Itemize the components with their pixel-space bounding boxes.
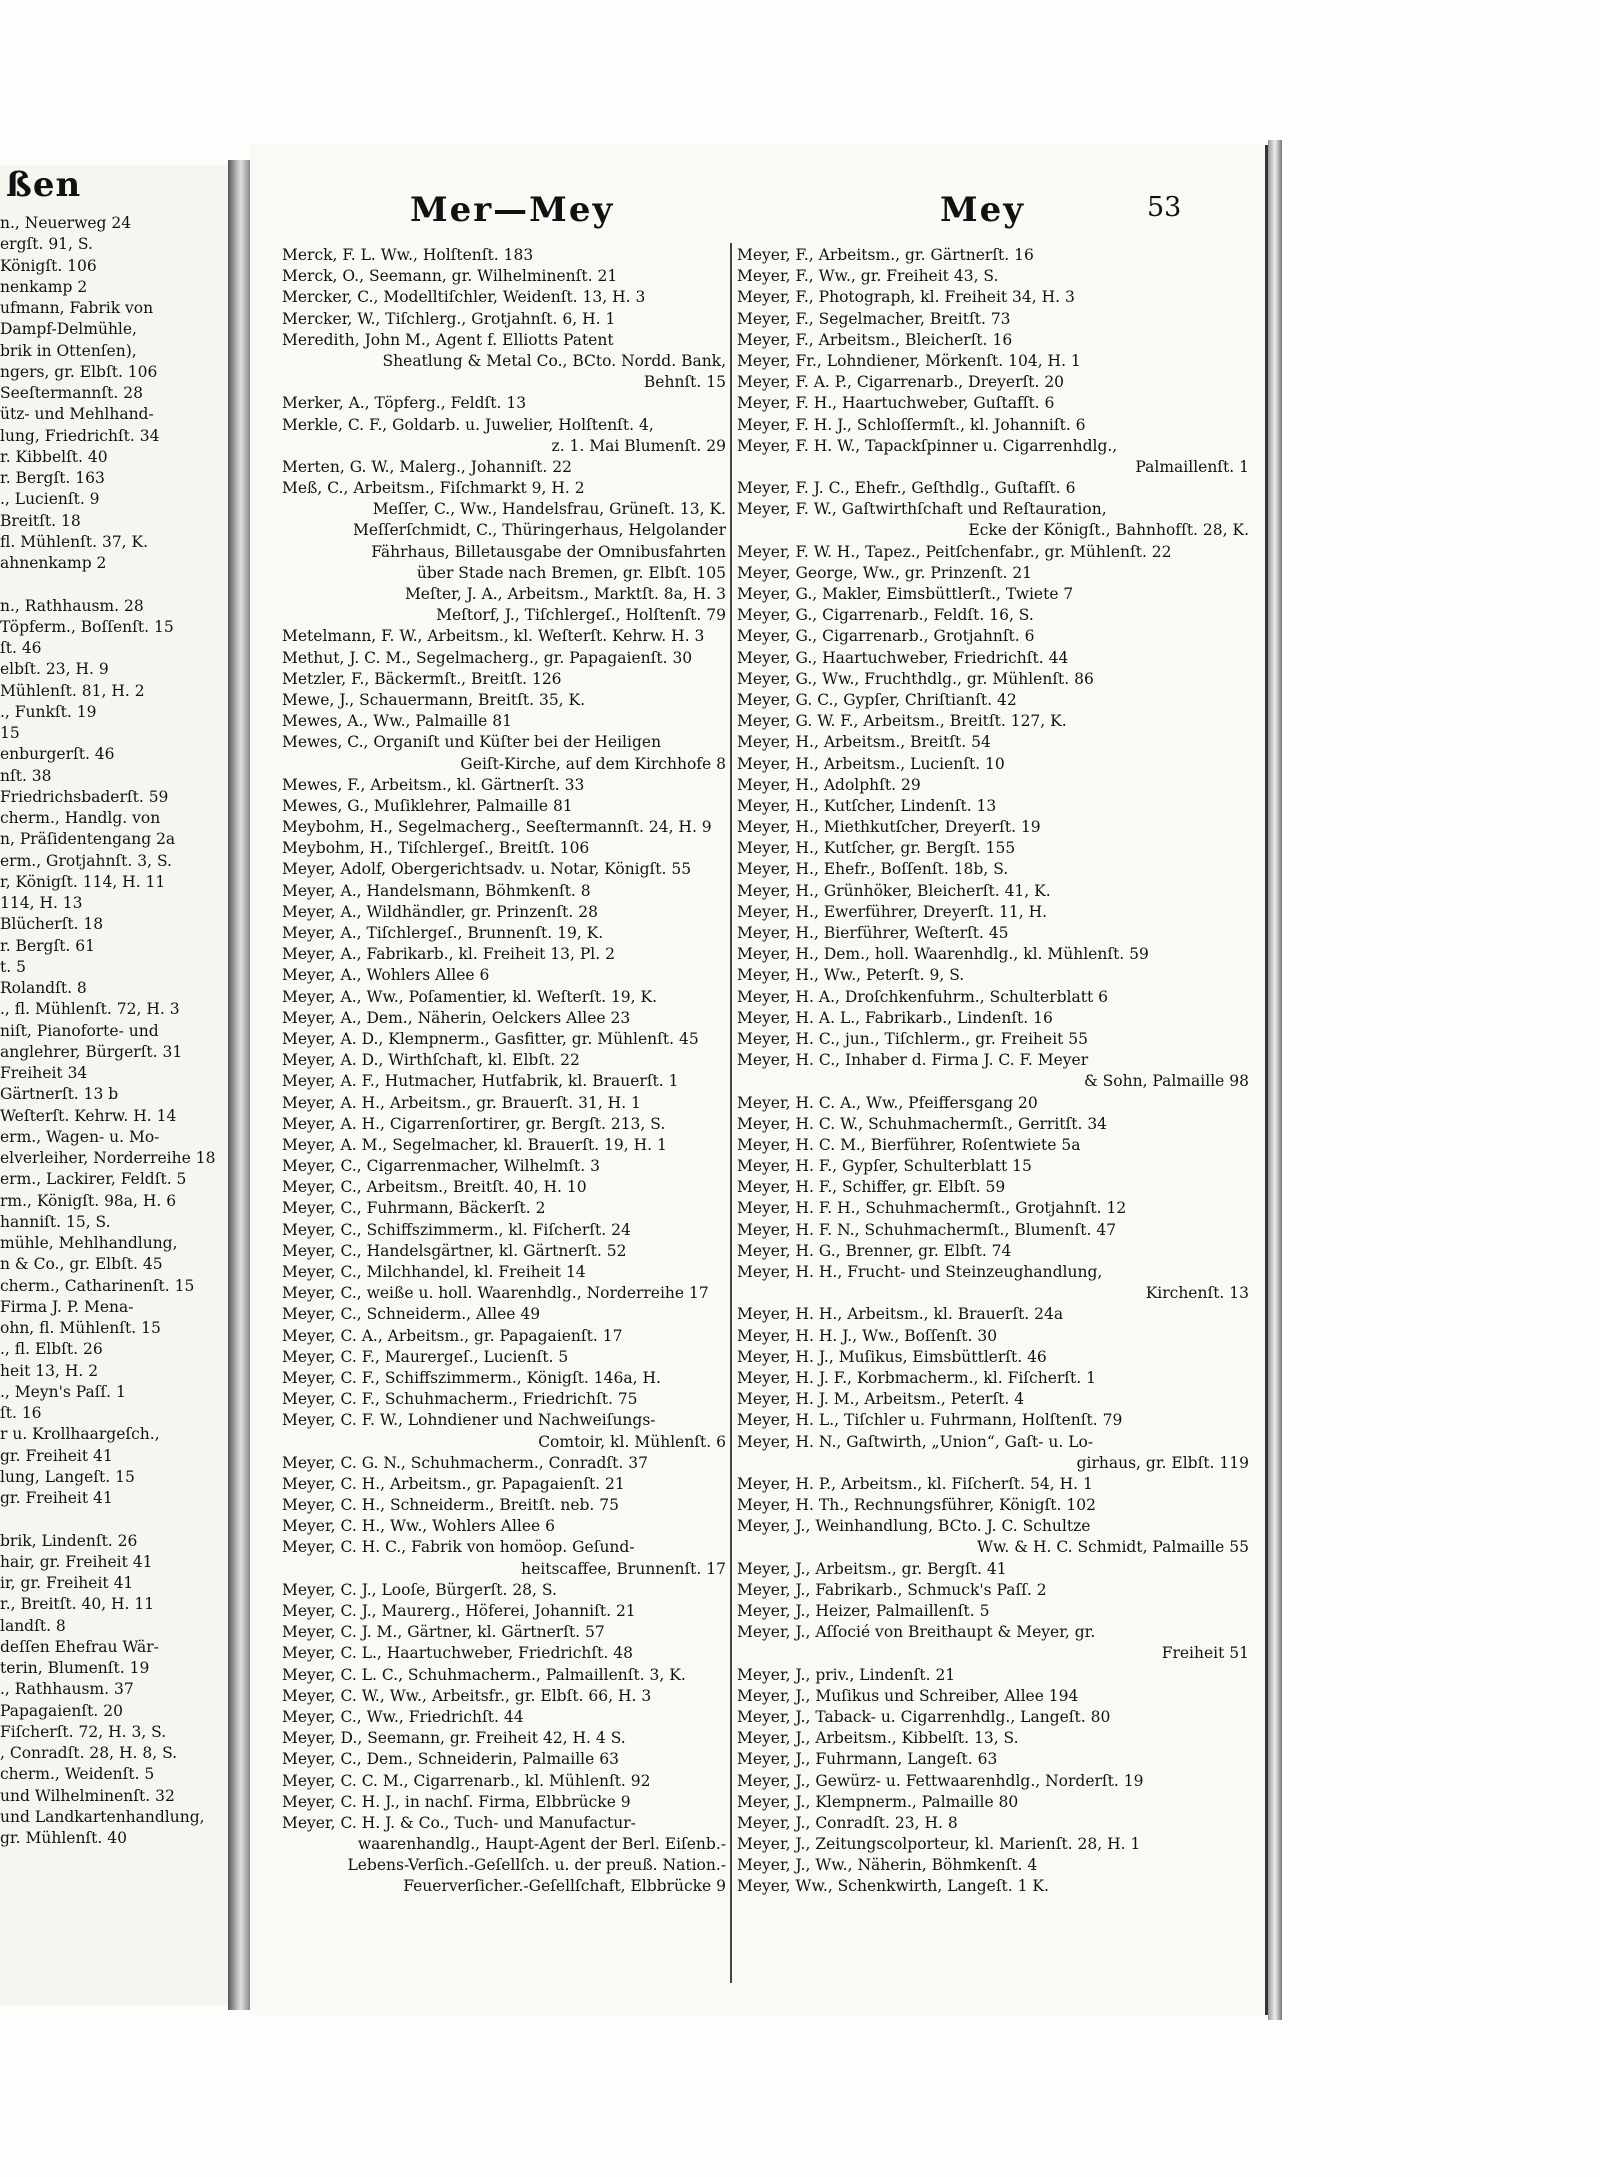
directory-entry-line: r, Königſt. 114, H. 11 [0,872,166,891]
page-number: 53 [1147,192,1182,223]
directory-entry-line: Meyer, H., Bierführer, Weſterſt. 45 [737,924,1009,942]
directory-entry-line: Ecke der Königſt., Bahnhofſt. 28, K. [968,521,1249,540]
directory-entry-line [0,574,225,595]
directory-entry-line: Meyer, C., Schiffszimmerm., kl. Fiſcherſt. 24 [282,1220,631,1239]
directory-entry-line: Meyer, A., Fabrikarb., kl. Freiheit 13, Pl. 2 [282,945,615,964]
directory-entry-line: cherm., Weidenſt. 5 [0,1765,155,1784]
directory-entry-line: Meyer, C. A., Arbeitsm., gr. Papagaienſt. 17 [282,1326,623,1345]
directory-entry-line: Meyer, A., Handelsmann, Böhmkenſt. 8 [282,881,591,900]
directory-entry-line: ., Meyn's Paſſ. 1 [0,1382,126,1401]
directory-entry-line: Meyer, A., Wohlers Allee 6 [282,966,490,985]
directory-entry-line: ., fl. Mühlenſt. 72, H. 3 [0,1000,180,1019]
directory-entry-line: ütz- und Mehlhand- [0,405,154,424]
directory-entry-line: n, Präſidentengang 2a [0,830,176,849]
directory-entry-line: Weſterſt. Kehrw. H. 14 [0,1106,177,1125]
directory-entry-line: Meyer, J., Conradſt. 23, H. 8 [737,1813,958,1832]
directory-entry-line: Fiſcherſt. 72, H. 3, S. [0,1722,167,1741]
directory-entry-line: Lebens-Verſich.-Geſellſch. u. der preuß. Nation.- [347,1856,726,1875]
directory-entry-line: Mewe, J., Schauermann, Breitſt. 35, K. [282,690,586,709]
directory-entry-line: heitscaffee, Brunnenſt. 17 [521,1559,726,1578]
directory-entry-line: Meyer, Adolf, Obergerichtsadv. u. Notar, Königſt. 55 [282,860,692,879]
directory-entry-line: Meyer, G., Cigarrenarb., Grotjahnſt. 6 [737,627,1035,646]
directory-entry-line: Meyer, J., priv., Lindenſt. 21 [737,1665,956,1684]
directory-entry-line: Meyer, A. D., Klempnerm., Gasfitter, gr. Mühlenſt. 45 [282,1029,699,1048]
directory-entry-line: Meyer, C., Milchhandel, kl. Freiheit 14 [282,1263,586,1281]
directory-entry-line: Methut, J. C. M., Segelmacherg., gr. Papagaienſt. 30 [282,648,693,667]
directory-entry-line: über Stade nach Bremen, gr. Elbſt. 105 [416,563,726,582]
directory-entry-line: nenkamp 2 [0,277,88,296]
directory-entry-line: Merker, A., Töpferg., Feldſt. 13 [282,394,527,413]
directory-entry-line: waarenhandlg., Haupt-Agent der Berl. Eiſenb.- [357,1835,726,1854]
directory-entry-line: lung, Langeſt. 15 [0,1467,135,1486]
directory-entry-line: Meyer, C. J., Maurerg., Höferei, Johanniſt. 21 [282,1602,636,1620]
directory-entry-line: Meredith, John M., Agent f. Elliotts Patent [282,330,614,349]
directory-entry-line: Metzler, F., Bäckermſt., Breitſt. 126 [282,669,562,688]
directory-entry-line: 114, H. 13 [0,894,83,912]
directory-entry-line: ſt. 16 [0,1404,42,1422]
directory-entry-line: r., Breitſt. 40, H. 11 [0,1595,155,1614]
directory-entry-line: Töpferm., Boſſenſt. 15 [0,617,174,636]
directory-entry-line: Meyer, C. L. C., Schuhmacherm., Palmaillenſt. 3, K. [282,1665,686,1684]
directory-column-left [282,245,734,1898]
directory-entry-line: Mewes, C., Organiſt und Küſter bei der Heiligen [282,733,662,752]
directory-entry-line: Meyer, H., Grünhöker, Bleicherſt. 41, K. [737,881,1051,900]
directory-entry-line: Meyer, F., Arbeitsm., gr. Gärtnerſt. 16 [737,246,1034,264]
directory-entry-line: und Landkartenhandlung, [0,1807,205,1826]
directory-entry-line: Meyer, A. M., Segelmacher, kl. Brauerſt. 19, H. 1 [282,1135,667,1154]
directory-entry-line: Meyer, J., Klempnerm., Palmaille 80 [737,1792,1019,1811]
directory-entry-line: Meyer, F. H., Haartuchweber, Guſtafſt. 6 [737,394,1055,413]
directory-entry-line: Breitſt. 18 [0,511,81,530]
directory-entry-line: Kirchenſt. 13 [1145,1284,1249,1303]
directory-entry-line: Meyer, F. A. P., Cigarrenarb., Dreyerſt. 20 [737,373,1065,392]
directory-entry-line: ir, gr. Freiheit 41 [0,1574,134,1592]
directory-entry-line: Meyer, F., Ww., gr. Freiheit 43, S. [737,267,999,286]
directory-entry-line: cherm., Handlg. von [0,809,161,827]
directory-entry-line: Mühlenſt. 81, H. 2 [0,681,145,700]
directory-entry-line: deſſen Ehefrau Wär- [0,1637,159,1656]
directory-entry-line: Meyer, A., Wildhändler, gr. Prinzenſt. 28 [282,902,598,921]
directory-entry-line: ohn, fl. Mühlenſt. 15 [0,1319,161,1337]
directory-entry-line: Meyer, C. F., Schiffszimmerm., Königſt. 146a, H. [282,1368,661,1387]
directory-entry-line: cherm., Catharinenſt. 15 [0,1276,195,1295]
directory-entry-line: Freiheit 51 [1161,1644,1249,1663]
directory-entry-line: Meyer, C. H. C., Fabrik von homöop. Geſund- [282,1538,635,1557]
directory-entry-line: Gärtnerſt. 13 b [0,1085,119,1104]
directory-entry-line: Meyer, C. H. J. & Co., Tuch- und Manufactur- [282,1813,636,1832]
directory-entry-line: Mewes, A., Ww., Palmaille 81 [282,712,512,731]
directory-entry-line: Fährhaus, Billetausgabe der Omnibusfahrten [371,542,726,561]
directory-entry-line: Meyer, C. H., Schneiderm., Breitſt. neb. 75 [282,1496,620,1515]
right-page [250,145,1269,2015]
directory-entry-line: Meyer, C. H. J., in nachſ. Firma, Elbbrücke 9 [282,1792,631,1811]
directory-entry-line: Meyer, H. F., Schiffer, gr. Elbſt. 59 [737,1178,1006,1197]
directory-entry-line: Blücherſt. 18 [0,915,104,934]
directory-entry-line: Meſſer, C., Ww., Handelsfrau, Grüneſt. 13, K. [372,500,726,519]
directory-entry-line: Meſter, J. A., Arbeitsm., Marktſt. 8a, H. 3 [404,585,726,603]
directory-entry-line: r. Bergſt. 163 [0,469,105,487]
directory-entry-line: Meyer, C. G. N., Schuhmacherm., Conradſt. 37 [282,1453,648,1472]
directory-entry-line: girhaus, gr. Elbſt. 119 [1076,1453,1249,1472]
directory-entry-line: Meyer, H. P., Arbeitsm., kl. Fiſcherſt. 54, H. 1 [737,1474,1093,1493]
directory-entry-line: Meyer, H., Miethkutſcher, Dreyerſt. 19 [737,818,1041,837]
directory-entry-line: Meyer, F., Segelmacher, Breitſt. 73 [737,309,1011,328]
directory-entry-line: Meyer, H. C. M., Bierführer, Roſentwiete 5a [737,1135,1081,1154]
directory-entry-line: Meyer, J., Zeitungscolporteur, kl. Marienſt. 28, H. 1 [737,1835,1141,1854]
left-page-column [0,213,225,1849]
directory-entry-line: Behnſt. 15 [643,373,726,392]
directory-entry-line: Meyer, F. H. W., Tapackſpinner u. Cigarrenhdlg., [737,436,1118,455]
page-edge [1268,140,1282,2020]
directory-entry-line: Meyer, H., Ewerführer, Dreyerſt. 11, H. [737,902,1048,921]
directory-entry-line: & Sohn, Palmaille 98 [1083,1072,1249,1091]
directory-entry-line: Meyer, H. Th., Rechnungsführer, Königſt. 102 [737,1496,1096,1515]
directory-entry-line: Geiſt-Kirche, auf dem Kirchhofe 8 [460,754,726,773]
directory-entry-line: Meyer, J., Arbeitsm., gr. Bergſt. 41 [737,1559,1007,1578]
directory-entry-line: Meyer, C. J. M., Gärtner, kl. Gärtnerſt. 57 [282,1623,605,1642]
directory-entry-line: landſt. 8 [0,1616,66,1635]
directory-entry-line: n., Neuerweg 24 [0,214,132,232]
directory-entry-line: Meyer, C. F., Schuhmacherm., Friedrichſt. 75 [282,1390,638,1409]
directory-entry-line: Meyer, H. J., Muſikus, Eimsbüttlerſt. 46 [737,1347,1047,1366]
directory-entry-line: Meyer, A. D., Wirthſchaft, kl. Elbſt. 22 [282,1051,580,1070]
directory-entry-line: Mewes, F., Arbeitsm., kl. Gärtnerſt. 33 [282,775,585,794]
directory-entry-line: ngers, gr. Elbſt. 106 [0,362,158,381]
directory-entry-line: Meyer, C. F. W., Lohndiener und Nachweiſungs- [282,1411,656,1430]
directory-entry-line: gr. Mühlenſt. 40 [0,1829,127,1847]
directory-entry-line: Meyer, H., Ehefr., Boſſenſt. 18b, S. [737,860,1009,879]
directory-entry-line: ., fl. Elbſt. 26 [0,1340,103,1359]
directory-entry-line: Meyer, H. J. M., Arbeitsm., Peterſt. 4 [737,1390,1025,1409]
directory-entry-line: Meyer, J., Fuhrmann, Langeſt. 63 [737,1750,998,1769]
directory-entry-line: Meyer, H., Kutſcher, gr. Bergſt. 155 [737,839,1016,858]
directory-entry-line: Meyer, F., Arbeitsm., Bleicherſt. 16 [737,330,1013,349]
directory-entry-line: Meyer, G., Makler, Eimsbüttlerſt., Twiete 7 [737,585,1074,603]
directory-entry-line: Dampf-Delmühle, [0,320,137,339]
directory-entry-line: Freiheit 34 [0,1064,88,1082]
directory-entry-line: Meyer, C., Handelsgärtner, kl. Gärtnerſt. 52 [282,1241,627,1260]
directory-entry-line: Rolandſt. 8 [0,979,87,997]
directory-entry-line: Meyer, G. C., Gypſer, Chriſtianſt. 42 [737,690,1017,709]
directory-entry-line: Meyer, F. J. C., Ehefr., Geſthdlg., Guſtafſt. 6 [737,479,1076,498]
directory-entry-line: erm., Grotjahnſt. 3, S. [0,851,172,870]
directory-entry-line: Meyer, J., Muſikus und Schreiber, Allee 194 [737,1686,1079,1705]
directory-entry-line: anglehrer, Bürgerſt. 31 [0,1042,183,1061]
directory-entry-line: Meyer, A. H., Cigarrenſortirer, gr. Bergſt. 213, S. [282,1114,666,1133]
directory-entry-line: erm., Lackirer, Feldſt. 5 [0,1170,187,1189]
directory-entry-line: , Conradſt. 28, H. 8, S. [0,1744,178,1762]
directory-entry-line: Meybohm, H., Segelmacherg., Seeſtermannſt. 24, H. 9 [282,818,712,837]
directory-entry-line: Meſtorf, J., Tiſchlergeſ., Holſtenſt. 79 [436,606,726,625]
directory-entry-line: brik, Lindenſt. 26 [0,1531,138,1550]
directory-entry-line: Meyer, H. A., Droſchkenfuhrm., Schulterblatt 6 [737,987,1108,1006]
directory-entry-line: ufmann, Fabrik von [0,299,154,317]
directory-entry-line: Meyer, H., Arbeitsm., Lucienſt. 10 [737,754,1005,773]
directory-entry-line: Mewes, G., Muſiklehrer, Palmaille 81 [282,796,573,815]
directory-entry-line: ., Lucienſt. 9 [0,490,100,509]
directory-entry-line: Merkle, C. F., Goldarb. u. Juwelier, Holſtenſt. 4, [282,415,654,434]
directory-entry-line: ., Funkſt. 19 [0,702,97,721]
directory-entry-line: Meyer, C., Ww., Friedrichſt. 44 [282,1707,524,1726]
directory-entry-line: Meyer, F. W., Gaſtwirthſchaft und Reſtauration, [737,500,1107,519]
directory-entry-line: Meyer, H., Adolphſt. 29 [737,775,921,794]
directory-entry-line: Meyer, C. C. M., Cigarrenarb., kl. Mühlenſt. 92 [282,1771,651,1790]
directory-entry-line: Meyer, H. J. F., Korbmacherm., kl. Fiſcherſt. 1 [737,1368,1096,1387]
directory-entry-line: Meyer, H. H. J., Ww., Boſſenſt. 30 [737,1326,998,1345]
directory-entry-line: Meſſerſchmidt, C., Thüringerhaus, Helgolander [352,521,726,540]
directory-entry-line: Meyer, C., weiße u. holl. Waarenhdlg., Norderreihe 17 [282,1284,709,1303]
directory-entry-line: Merten, G. W., Malerg., Johanniſt. 22 [282,457,572,476]
directory-entry-line: Meyer, J., Aſſocié von Breithaupt & Meyer, gr. [737,1623,1096,1642]
directory-entry-line: Firma J. P. Mena- [0,1297,134,1316]
directory-entry-line: heit 13, H. 2 [0,1361,99,1380]
directory-entry-line: ., Rathhausm. 37 [0,1680,134,1699]
directory-entry-line: Meyer, F. H. J., Schloſſermſt., kl. Johanniſt. 6 [737,415,1086,434]
directory-entry-line: erm., Wagen- u. Mo- [0,1127,160,1146]
directory-entry-line: Meyer, C., Schneiderm., Allee 49 [282,1305,541,1324]
directory-entry-line: Meyer, J., Fabrikarb., Schmuck's Paſſ. 2 [737,1580,1047,1599]
directory-entry-line: Meyer, J., Gewürz- u. Fettwaarenhdlg., Norderſt. 19 [737,1771,1144,1790]
directory-entry-line: ahnenkamp 2 [0,554,107,572]
directory-entry-line: Metelmann, F. W., Arbeitsm., kl. Weſterſt. Kehrw. H. 3 [282,627,705,646]
directory-entry-line: Meyer, A., Tiſchlergeſ., Brunnenſt. 19, K. [282,924,604,942]
directory-entry-line: Friedrichsbaderſt. 59 [0,787,169,806]
directory-entry-line: r u. Krollhaargeſch., [0,1425,160,1444]
directory-entry-line: Meyer, George, Ww., gr. Prinzenſt. 21 [737,563,1033,582]
left-page-heading: ßen [6,165,82,205]
directory-entry-line: Meyer, F., Photograph, kl. Freiheit 34, H. 3 [737,288,1075,307]
directory-entry-line: Meyer, H. C. W., Schuhmachermſt., Gerritſt. 34 [737,1114,1108,1133]
directory-entry-line: Feuerverſicher.-Geſellſchaft, Elbbrücke 9 [403,1877,726,1896]
directory-entry-line: Meyer, C., Fuhrmann, Bäckerſt. 2 [282,1199,546,1218]
directory-entry-line: ergſt. 91, S. [0,235,93,254]
directory-entry-line: gr. Freiheit 41 [0,1446,113,1465]
directory-entry-line: r. Kibbelſt. 40 [0,447,108,466]
directory-entry-line: Königſt. 106 [0,256,97,275]
directory-entry-line: Meyer, H. N., Gaſtwirth, „Union“, Gaſt- u. Lo- [737,1432,1094,1451]
directory-entry-line: niſt, Pianoforte- und [0,1021,159,1040]
directory-entry-line: nſt. 38 [0,766,52,785]
directory-entry-line: fl. Mühlenſt. 37, K. [0,532,149,551]
directory-entry-line: Meyer, J., Ww., Näherin, Böhmkenſt. 4 [737,1856,1038,1875]
directory-entry-line: Meyer, H. F., Gypſer, Schulterblatt 15 [737,1157,1032,1176]
directory-entry-line: hanniſt. 15, S. [0,1212,111,1231]
directory-entry-line: Meyer, H. C., jun., Tiſchlerm., gr. Freiheit 55 [737,1029,1089,1048]
running-head-right: Mey [940,190,1026,230]
directory-entry-line: Seeſtermannſt. 28 [0,384,143,402]
directory-entry-line: elverleiher, Norderreihe 18 [0,1149,216,1167]
directory-entry-line: und Wilhelminenſt. 32 [0,1786,175,1805]
book-gutter [228,160,250,2010]
directory-entry-line: 15 [0,724,20,742]
directory-entry-line: mühle, Mehlhandlung, [0,1234,178,1252]
left-page-fragment [0,165,231,2005]
directory-entry-line: Meyer, Fr., Lohndiener, Mörkenſt. 104, H. 1 [737,351,1081,370]
directory-entry-line: gr. Freiheit 41 [0,1489,113,1507]
directory-entry-line: Meyer, H., Ww., Peterſt. 9, S. [737,966,965,985]
directory-entry-line: Meyer, C. H., Arbeitsm., gr. Papagaienſt. 21 [282,1474,625,1493]
directory-entry-line: Meyer, H., Arbeitsm., Breitſt. 54 [737,733,991,752]
directory-entry-line: Merck, F. L. Ww., Holſtenſt. 183 [282,246,534,264]
directory-entry-line: Papagaienſt. 20 [0,1701,123,1720]
directory-entry-line: Meyer, A., Ww., Poſamentier, kl. Weſterſt. 19, K. [282,987,658,1006]
directory-entry-line: n., Rathhausm. 28 [0,596,144,615]
directory-column-right [737,245,1257,1898]
directory-entry-line: Meyer, D., Seemann, gr. Freiheit 42, H. 4 S. [282,1729,626,1748]
directory-entry-line: Meyer, H. A. L., Fabrikarb., Lindenſt. 16 [737,1008,1053,1027]
directory-entry-line: Meyer, A. H., Arbeitsm., gr. Brauerſt. 31, H. 1 [282,1093,641,1112]
directory-entry-line: Meyer, J., Heizer, Palmaillenſt. 5 [737,1602,990,1620]
directory-entry-line: Meyer, H. H., Arbeitsm., kl. Brauerſt. 24a [737,1305,1064,1324]
directory-entry-line: Comtoir, kl. Mühlenſt. 6 [538,1432,726,1451]
directory-entry-line: Meyer, F. W. H., Tapez., Peitſchenfabr., gr. Mühlenſt. 22 [737,542,1172,561]
directory-entry-line: Meyer, C. W., Ww., Arbeitsfr., gr. Elbſt. 66, H. 3 [282,1686,652,1705]
directory-entry-line: Meyer, A. F., Hutmacher, Hutfabrik, kl. Brauerſt. 1 [282,1072,679,1091]
directory-entry-line: Meyer, C., Cigarrenmacher, Wilhelmſt. 3 [282,1157,600,1176]
directory-entry-line [0,1509,225,1530]
directory-entry-line: Meyer, C. H., Ww., Wohlers Allee 6 [282,1517,555,1536]
directory-entry-line: Meyer, H. L., Tiſchler u. Fuhrmann, Holſtenſt. 79 [737,1411,1123,1430]
running-head-left: Mer—Mey [410,190,615,230]
directory-entry-line: brik in Ottenſen), [0,341,137,360]
directory-entry-line: Meyer, C. L., Haartuchweber, Friedrichſt. 48 [282,1644,633,1663]
directory-entry-line: Ww. & H. C. Schmidt, Palmaille 55 [977,1538,1249,1557]
directory-entry-line: r. Bergſt. 61 [0,936,95,955]
directory-entry-line: Meybohm, H., Tiſchlergeſ., Breitſt. 106 [282,839,590,858]
directory-entry-line: Meyer, G., Ww., Fruchthdlg., gr. Mühlenſt. 86 [737,669,1094,688]
directory-entry-line: enburgerſt. 46 [0,745,115,764]
directory-entry-line: Meyer, J., Arbeitsm., Kibbelſt. 13, S. [737,1729,1019,1748]
directory-entry-line: z. 1. Mai Blumenſt. 29 [551,436,726,455]
directory-entry-line: Meyer, A., Dem., Näherin, Oelckers Allee 23 [282,1008,631,1027]
directory-entry-line: ſt. 46 [0,639,42,657]
directory-entry-line: Palmaillenſt. 1 [1135,457,1249,476]
directory-entry-line: Meyer, C., Dem., Schneiderin, Palmaille 63 [282,1750,619,1769]
directory-entry-line: lung, Friedrichſt. 34 [0,426,160,445]
directory-entry-line: Meyer, C. J., Looſe, Bürgerſt. 28, S. [282,1580,557,1599]
directory-entry-line: Sheatlung & Metal Co., BCto. Nordd. Bank, [382,351,726,370]
directory-entry-line: Meyer, H. G., Brenner, gr. Elbſt. 74 [737,1241,1012,1260]
directory-entry-line: Mercker, W., Tiſchlerg., Grotjahnſt. 6, H. 1 [282,309,616,328]
directory-entry-line: Meyer, H. H., Frucht- und Steinzeughandlung, [737,1263,1103,1281]
directory-entry-line: terin, Blumenſt. 19 [0,1659,150,1677]
directory-entry-line: Meyer, H., Kutſcher, Lindenſt. 13 [737,796,997,815]
directory-entry-line: Meyer, G., Cigarrenarb., Feldſt. 16, S. [737,606,1034,625]
directory-entry-line: Meyer, G. W. F., Arbeitsm., Breitſt. 127, K. [737,712,1067,731]
directory-entry-line: Meyer, C. F., Maurergeſ., Lucienſt. 5 [282,1347,569,1366]
directory-entry-line: Meyer, H. C. A., Ww., Pfeiffersgang 20 [737,1093,1038,1112]
directory-entry-line: Meyer, C., Arbeitsm., Breitſt. 40, H. 10 [282,1178,587,1197]
directory-entry-line: Meyer, H., Dem., holl. Waarenhdlg., kl. Mühlenſt. 59 [737,945,1149,964]
directory-entry-line: Mercker, C., Modelltiſchler, Weidenſt. 13, H. 3 [282,288,646,307]
directory-entry-line: hair, gr. Freiheit 41 [0,1552,153,1571]
directory-entry-line: Meyer, H. F. N., Schuhmachermſt., Blumenſt. 47 [737,1220,1117,1239]
directory-entry-line: Meyer, G., Haartuchweber, Friedrichſt. 44 [737,648,1069,667]
directory-entry-line: rm., Königſt. 98a, H. 6 [0,1191,177,1210]
directory-entry-line: Meyer, J., Weinhandlung, BCto. J. C. Schultze [737,1517,1091,1536]
directory-entry-line: Meß, C., Arbeitsm., Fiſchmarkt 9, H. 2 [282,479,585,498]
directory-entry-line: t. 5 [0,957,26,976]
directory-entry-line: n & Co., gr. Elbſt. 45 [0,1255,163,1274]
directory-entry-line: Meyer, H. F. H., Schuhmachermſt., Grotjahnſt. 12 [737,1199,1127,1218]
directory-entry-line: Meyer, H. C., Inhaber d. Firma J. C. F. Meyer [737,1051,1089,1070]
directory-entry-line: elbſt. 23, H. 9 [0,660,109,679]
directory-entry-line: Meyer, J., Taback- u. Cigarrenhdlg., Langeſt. 80 [737,1707,1111,1726]
directory-entry-line: Merck, O., Seemann, gr. Wilhelminenſt. 21 [282,267,618,286]
directory-entry-line: Meyer, Ww., Schenkwirth, Langeſt. 1 K. [737,1877,1049,1896]
